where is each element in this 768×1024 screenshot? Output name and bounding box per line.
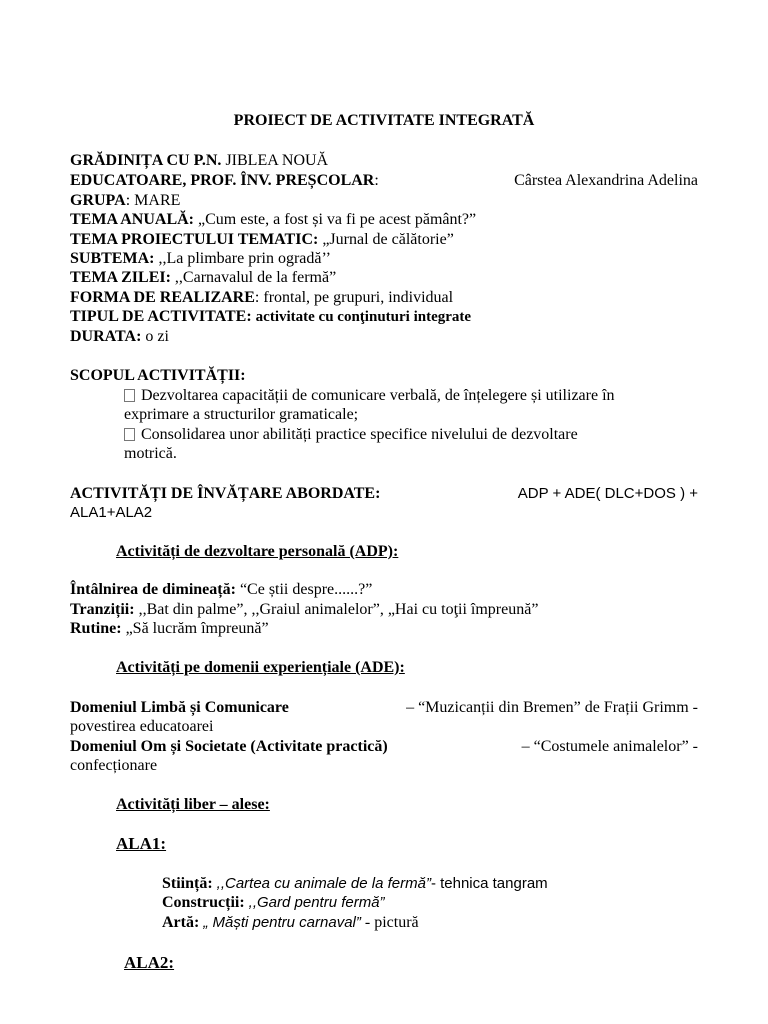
dos-value-cont: confecționare	[70, 757, 158, 774]
tipul-line	[70, 307, 698, 327]
forma-value: frontal, pe grupuri, individual	[263, 289, 454, 306]
tipul-value: activitate cu conţinuturi integrate	[255, 309, 472, 325]
durata-value: o zi	[145, 328, 169, 345]
tema-proiect-line	[70, 230, 698, 250]
educatoare-line: EDUCATOARE, PROF. ÎNV. PREȘCOLAR: Cârstea Alexandrina Adelina	[70, 172, 698, 189]
arta-line	[162, 913, 698, 933]
scop-heading: SCOPUL ACTIVITĂȚII:	[70, 367, 246, 384]
stiinta-value: ,,Cartea cu animale de la fermă”	[216, 875, 431, 892]
grupa-label: GRUPA	[70, 192, 126, 209]
subtema-line	[70, 249, 698, 269]
adp-heading: Activități de dezvoltare personală (ADP):	[116, 543, 399, 560]
durata-line	[70, 327, 698, 347]
dlc-value-cont: povestirea educatoarei	[70, 718, 214, 735]
tema-anuala-line	[70, 210, 698, 230]
bullet-icon	[124, 389, 135, 402]
tranzitii-label: Tranziții:	[70, 601, 135, 618]
arta-suffix: - pictură	[364, 914, 419, 931]
activitati-line	[70, 484, 698, 504]
tema-proiect-label: TEMA PROIECTULUI TEMATIC:	[70, 231, 319, 248]
tema-proiect-value: „Jurnal de călătorie”	[322, 231, 454, 248]
ala2-label: ALA2:	[124, 953, 175, 972]
dlc-label: Domeniul Limbă și Comunicare	[70, 699, 289, 716]
gradinita-label: GRĂDINIȚA CU P.N.	[70, 152, 222, 169]
tema-zilei-value: ,,Carnavalul de la fermă”	[174, 269, 337, 286]
ade-heading: Activități pe domenii experiențiale (ADE):	[116, 659, 405, 676]
bullet-icon	[124, 428, 135, 441]
rutine-line	[70, 619, 698, 639]
gradinita-value: JIBLEA NOUĂ	[225, 152, 329, 169]
dlc-value: – “Muzicanții din Bremen” de Frații Grimm -	[406, 699, 698, 716]
dos-value: – “Costumele animalelor” -	[521, 738, 698, 755]
durata-label: DURATA:	[70, 328, 142, 345]
rutine-value: „Să lucrăm împreună”	[125, 620, 269, 637]
tranzitii-value: ,,Bat din palme”, ,,Graiul animalelor”, „Hai cu toţii împreună”	[138, 601, 539, 618]
ala-heading: Activități liber – alese:	[116, 796, 270, 813]
constructii-value: ,,Gard pentru fermă”	[248, 894, 385, 911]
tipul-label: TIPUL DE ACTIVITATE:	[70, 308, 252, 325]
rutine-label: Rutine:	[70, 620, 122, 637]
educatoare-label: EDUCATOARE, PROF. ÎNV. PREȘCOLAR	[70, 172, 375, 189]
constructii-label: Construcții:	[162, 894, 245, 911]
ala1-label: ALA1:	[116, 834, 167, 853]
arta-label: Artă:	[162, 914, 200, 931]
tema-zilei-line	[70, 268, 698, 288]
activitati-value-cont: ALA1+ALA2	[70, 504, 153, 521]
dos-line	[70, 737, 698, 757]
dos-label: Domeniul Om și Societate (Activitate practică)	[70, 738, 388, 755]
stiinta-suffix: - tehnica tangram	[430, 875, 548, 892]
grupa-value: MARE	[134, 192, 181, 209]
scop-item-1-text: Dezvoltarea capacității de comunicare verbală, de înțelegere și utilizare în	[141, 387, 615, 404]
forma-line: FORMA DE REALIZARE: frontal, pe grupuri, individual	[70, 289, 454, 306]
tranzitii-line	[70, 600, 698, 620]
tema-zilei-label: TEMA ZILEI:	[70, 269, 171, 286]
subtema-label: SUBTEMA:	[70, 250, 155, 267]
intalnirea-label: Întâlnirea de dimineață:	[70, 581, 236, 598]
subtema-value: ,,La plimbare prin ogradă’’	[158, 250, 331, 267]
educatoare-value: Cârstea Alexandrina Adelina	[514, 172, 698, 189]
forma-label: FORMA DE REALIZARE	[70, 289, 255, 306]
arta-value: „ Măști pentru carnaval”	[203, 914, 361, 931]
page-title: PROIECT DE ACTIVITATE INTEGRATĂ	[233, 112, 535, 129]
grupa-line: GRUPA: MARE	[70, 192, 181, 209]
scop-item-1-cont: exprimare a structurilor gramaticale;	[124, 406, 359, 423]
activitati-label: ACTIVITĂȚI DE ÎNVĂȚARE ABORDATE:	[70, 485, 381, 502]
tema-anuala-value: „Cum este, a fost și va fi pe acest pământ?”	[198, 211, 477, 228]
intalnirea-value: “Ce știi despre......?”	[239, 581, 373, 598]
gradinita-line	[70, 151, 698, 171]
activitati-value: ADP + ADE( DLC+DOS ) +	[517, 485, 698, 502]
stiinta-line	[162, 874, 698, 894]
scop-item-2-text: Consolidarea unor abilități practice specifice nivelului de dezvoltare	[141, 426, 578, 443]
constructii-line	[162, 893, 698, 913]
intalnirea-line	[70, 580, 698, 600]
stiinta-label: Stiință:	[162, 875, 213, 892]
scop-item-1	[124, 386, 698, 406]
scop-item-2	[124, 425, 698, 445]
dlc-line	[70, 698, 698, 718]
tema-anuala-label: TEMA ANUALĂ:	[70, 211, 195, 228]
scop-item-2-cont: motrică.	[124, 445, 177, 462]
